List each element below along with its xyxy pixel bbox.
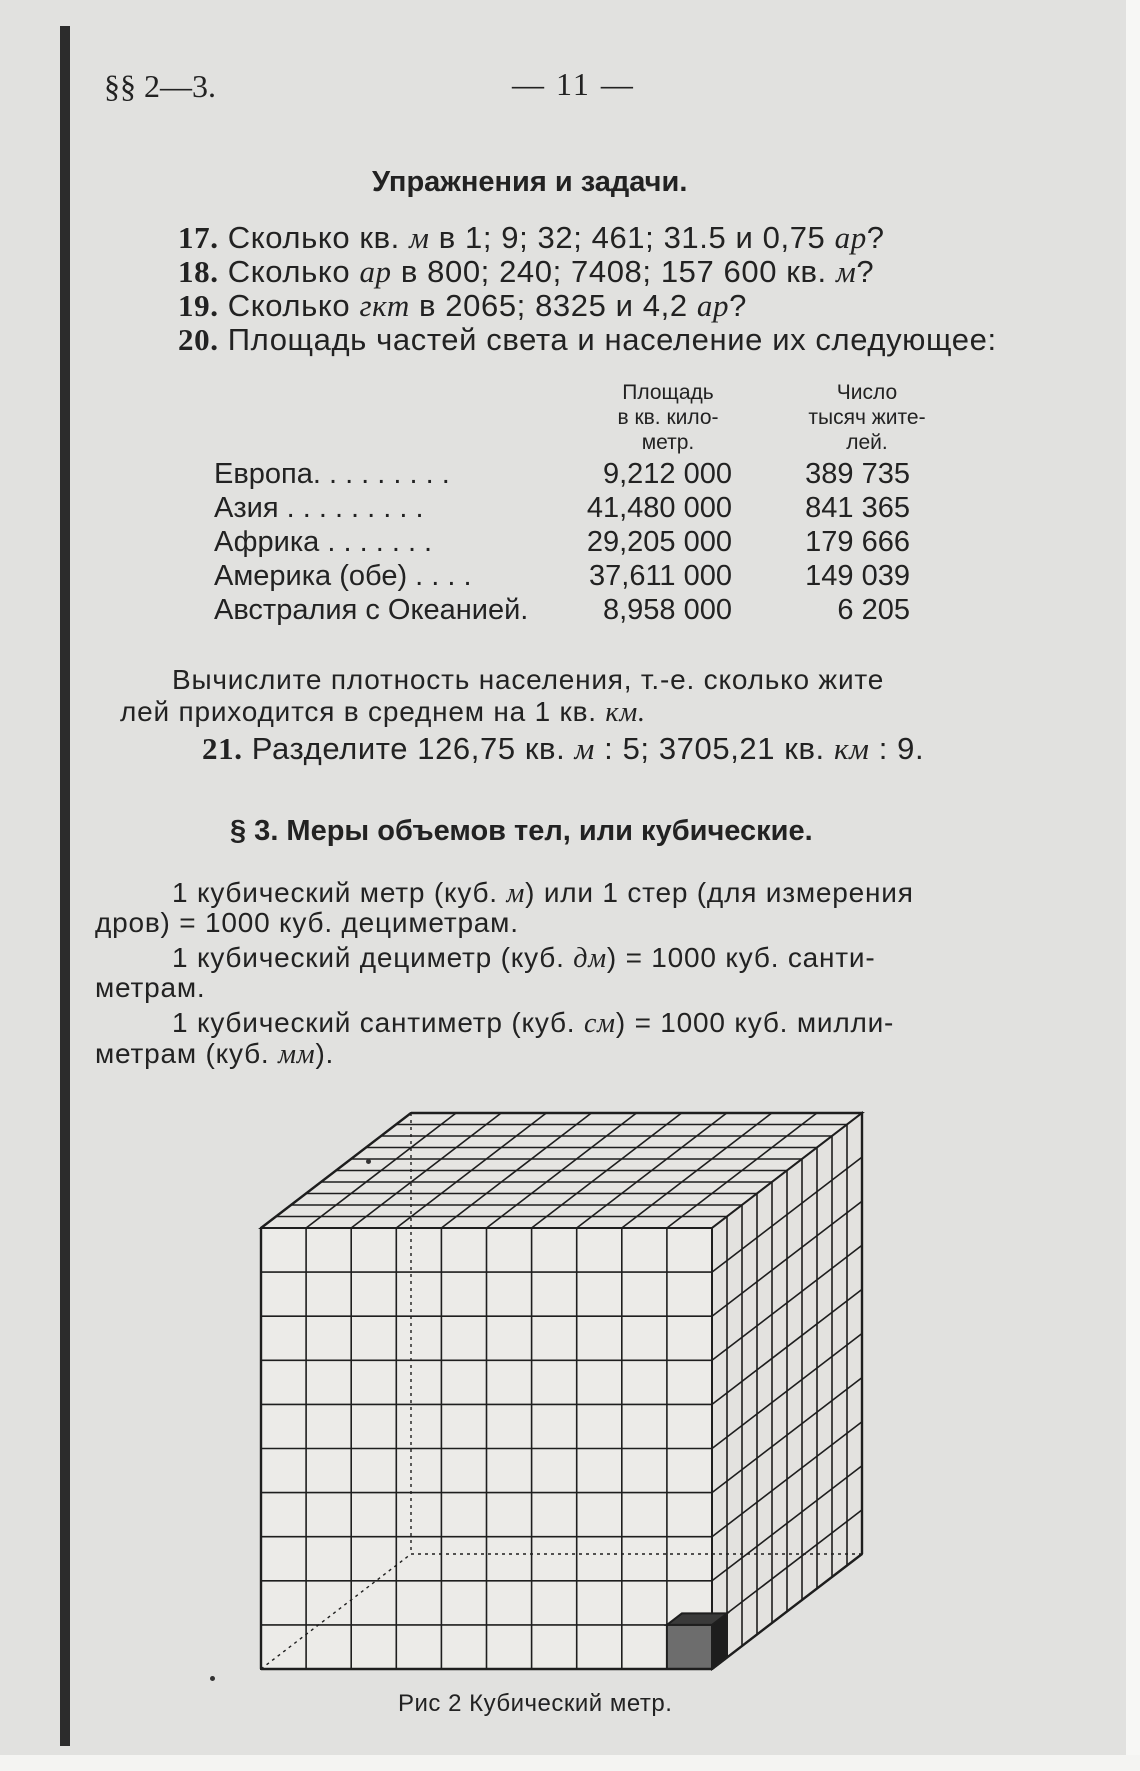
table-row-population: 149 039 — [805, 560, 910, 592]
table-row-name: Азия . . . . . . . . . — [214, 492, 424, 524]
section-3-heading: § 3. Меры объемов тел, или кубические. — [230, 815, 813, 847]
exercises-heading: Упражнения и задачи. — [372, 166, 688, 198]
unit-symbol: м — [835, 254, 857, 289]
problem-text: Площадь частей света и население их следующее: — [218, 322, 997, 357]
unit-symbol: дм — [573, 943, 607, 974]
problem-text: ? — [729, 288, 747, 323]
header-line: в кв. кило- — [617, 406, 719, 429]
problem-text: в 2065; 8325 и 4,2 — [409, 288, 697, 323]
unit-symbol: ар — [359, 254, 392, 289]
table-row-name: Африка . . . . . . . — [214, 526, 433, 558]
figure-caption: Рис 2 Кубический метр. — [398, 1690, 673, 1717]
line-text: метрам (куб. — [95, 1038, 279, 1069]
unit-symbol: ар — [834, 220, 867, 255]
problem-text: Сколько — [218, 254, 360, 289]
unit-symbol: гкт — [359, 288, 410, 323]
problem-number: 18. — [178, 254, 219, 289]
line-text: ) или 1 стер (для измерения — [525, 877, 914, 908]
table-row-area: 9,212 000 — [602, 458, 732, 490]
table-row-name: Америка (обе) . . . . — [214, 560, 472, 592]
problem-text: : 5; 3705,21 кв. — [594, 731, 834, 766]
problem-text: ? — [856, 254, 875, 289]
line-text: ) = 1000 куб. санти- — [606, 942, 876, 973]
problem-text: Сколько кв. — [218, 220, 410, 255]
header-line: метр. — [641, 431, 695, 454]
problem-text: ? — [866, 220, 885, 255]
table-row-population: 841 365 — [805, 492, 910, 524]
unit-symbol: км. — [605, 697, 646, 728]
unit-symbol: км — [833, 731, 870, 766]
table-row-area: 37,611 000 — [589, 560, 732, 592]
table-row-population: 6 205 — [837, 594, 910, 626]
table-row-name: Австралия с Океанией. — [214, 594, 529, 626]
problem-number: 17. — [178, 220, 219, 255]
header-line: Число — [836, 381, 898, 404]
table-row-area: 8,958 000 — [602, 594, 732, 626]
figure-mark — [210, 1676, 215, 1681]
problem-text: : 9. — [869, 731, 925, 766]
header-line: тысяч жите- — [808, 406, 926, 429]
unit-symbol: м — [506, 878, 526, 909]
line-text: ) = 1000 куб. милли- — [615, 1007, 895, 1038]
line-text: ). — [315, 1038, 335, 1069]
table-row-area: 29,205 000 — [586, 526, 732, 558]
line-text: 1 кубический сантиметр (куб. — [172, 1007, 584, 1038]
figure-mark — [366, 1159, 371, 1164]
running-head: §§ 2—3. — [104, 68, 216, 104]
unit-symbol: мм — [278, 1039, 316, 1070]
header-line: Площадь — [622, 381, 714, 404]
table-row-area: 41,480 000 — [586, 492, 732, 524]
problem-text: в 1; 9; 32; 461; 31.5 и 0,75 — [429, 220, 835, 255]
unit-symbol: см — [583, 1008, 616, 1039]
unit-cube-front — [667, 1625, 712, 1669]
problem-number: 21. — [202, 731, 243, 766]
problem-number: 19. — [178, 288, 219, 323]
unit-symbol: м — [409, 220, 430, 255]
problem-text: Сколько — [218, 288, 360, 323]
header-line: лей. — [846, 431, 888, 454]
line-text: дров) = 1000 куб. дециметрам. — [95, 907, 519, 938]
line-text: метрам. — [95, 972, 206, 1003]
line-text: 1 кубический метр (куб. — [172, 877, 507, 908]
table-row-population: 179 666 — [805, 526, 910, 558]
problem-text: Разделите 126,75 кв. — [242, 731, 575, 766]
density-task-line-1: Вычислите плотность населения, т.-е. сколько жите — [172, 664, 885, 695]
problem-number: 20. — [178, 322, 219, 357]
line-text: 1 кубический дециметр (куб. — [172, 942, 574, 973]
task-text: лей приходится в среднем на 1 кв. — [120, 696, 606, 727]
table-row-name: Европа. . . . . . . . . — [214, 458, 450, 490]
problem-text: в 800; 240; 7408; 157 600 кв. — [391, 254, 836, 289]
table-row-population: 389 735 — [805, 458, 910, 490]
unit-symbol: ар — [696, 288, 730, 323]
unit-symbol: м — [574, 731, 595, 766]
page-number: — 11 — — [512, 66, 635, 102]
